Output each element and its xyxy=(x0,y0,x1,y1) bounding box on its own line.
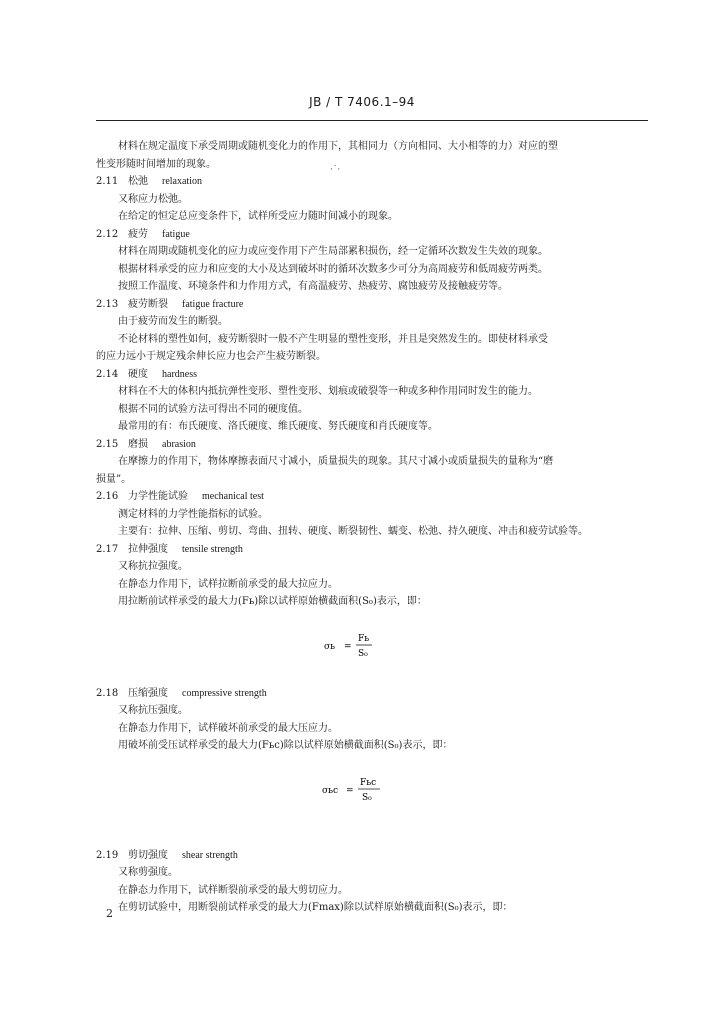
definition-line: 的应力远小于规定残余伸长应力也会产生疲劳断裂。 xyxy=(96,351,326,362)
formula-denominator: S₀ xyxy=(358,648,368,659)
page-header: JB / T 7406.1–94 xyxy=(309,95,415,109)
definition-line: 又称剪强度。 xyxy=(118,867,178,878)
definition-line: 又称应力松弛。 xyxy=(118,193,188,205)
spacer xyxy=(96,829,632,847)
definition-line: 在静态力作用下，试样断裂前承受的最大剪切应力。 xyxy=(118,884,348,896)
term-number: 2.15 xyxy=(96,438,119,450)
definition-line: 由于疲劳而发生的断裂。 xyxy=(118,316,228,327)
definition-line: 损量”。 xyxy=(96,473,132,485)
page-number: 2 xyxy=(106,907,113,920)
formula-compressive xyxy=(96,771,632,807)
term-zh: 力学性能试验 xyxy=(128,491,188,502)
term-2-17 xyxy=(96,541,632,559)
definition-line: 测定材料的力学性能指标的试验。 xyxy=(118,508,268,520)
term-zh: 疲劳 xyxy=(128,228,148,240)
term-en: fatigue xyxy=(162,228,190,240)
formula-tensile xyxy=(96,627,632,663)
definition-line: 主要有：拉伸、压缩、剪切、弯曲、扭转、硬度、断裂韧性、蠕变、松弛、持久硬度、冲击和疲劳试验等。 xyxy=(118,526,588,537)
term-zh: 磨损 xyxy=(128,438,148,450)
formula-lhs: σь xyxy=(324,641,336,652)
definition-line: 用破坏前受压试样承受的最大力(Fьc)除以试样原始横截面积(S₀)表示，即： xyxy=(118,740,453,751)
term-zh: 松弛 xyxy=(128,176,148,187)
term-en: tensile strength xyxy=(182,543,243,555)
definition-line: 用拉断前试样承受的最大力(Fь)除以试样原始横截面积(S₀)表示，即： xyxy=(118,596,427,607)
term-2-12 xyxy=(96,226,632,244)
formula-equals: = xyxy=(344,641,352,652)
definition-line: 在静态力作用下，试样破坏前承受的最大压应力。 xyxy=(118,722,338,734)
term-number: 2.18 xyxy=(96,687,119,699)
formula-lhs: σьc xyxy=(322,785,339,796)
formula-numerator: Fь xyxy=(358,633,370,644)
creep-definition-line1: 材料在规定温度下承受周期或随机变化力的作用下，其相同力（方向相同、大小相等的力）对应的塑 xyxy=(118,141,558,152)
term-2-16 xyxy=(96,488,632,506)
definition-line: 材料在不大的体积内抵抗弹性变形、塑性变形、划痕或破裂等一种或多种作用同时发生的能力。 xyxy=(118,386,538,397)
formula-compressive-svg xyxy=(322,771,406,807)
term-zh: 疲劳断裂 xyxy=(128,298,168,310)
term-2-15 xyxy=(96,436,632,454)
definition-line: 在摩擦力的作用下，物体摩擦表面尺寸减小，质量损失的现象。其尺寸减小或质量损失的量称为“磨 xyxy=(118,456,554,467)
term-en: fatigue fracture xyxy=(182,298,244,310)
definition-line: 又称抗拉强度。 xyxy=(118,561,188,572)
term-en: relaxation xyxy=(162,176,202,187)
scan-speck: ·˙· xyxy=(330,165,341,175)
term-2-14 xyxy=(96,366,632,384)
definition-line: 又称抗压强度。 xyxy=(118,705,188,716)
definition-line: 最常用的有：布氏硬度、洛氏硬度、维氏硬度、努氏硬度和肖氏硬度等。 xyxy=(118,421,438,432)
term-en: mechanical test xyxy=(202,491,264,502)
definition-line: 不论材料的塑性如何，疲劳断裂时一般不产生明显的塑性变形，并且是突然发生的。即使材料承受 xyxy=(118,333,548,345)
term-en: hardness xyxy=(162,368,197,380)
definition-line: 材料在周期或随机变化的应力或应变作用下产生局部累积损伤，经一定循环次数发生失效的现象。 xyxy=(118,246,548,257)
definition-line: 在静态力作用下，试样拉断前承受的最大拉应力。 xyxy=(118,578,338,590)
definition-line: 根据材料承受的应力和应变的大小及达到破坏时的循环次数多少可分为高周疲劳和低周疲劳两类。 xyxy=(118,263,548,275)
term-number: 2.16 xyxy=(96,491,119,502)
term-number: 2.19 xyxy=(96,849,119,861)
creep-definition-line2: 性变形随时间增加的现象。 xyxy=(96,158,216,170)
term-en: shear strength xyxy=(182,849,238,861)
definition-line: 根据不同的试验方法可得出不同的硬度值。 xyxy=(118,403,308,415)
term-2-19 xyxy=(96,847,632,865)
term-en: abrasion xyxy=(162,438,196,450)
formula-denominator: S₀ xyxy=(362,792,372,803)
formula-equals: = xyxy=(346,785,354,796)
term-2-18 xyxy=(96,685,632,703)
formula-numerator: Fьc xyxy=(360,777,377,788)
term-number: 2.14 xyxy=(96,368,119,380)
term-zh: 硬度 xyxy=(128,368,148,380)
term-zh: 剪切强度 xyxy=(128,849,168,861)
definition-line: 在给定的恒定总应变条件下，试样所受应力随时间减小的现象。 xyxy=(118,211,398,222)
definition-line: 在剪切试验中，用断裂前试样承受的最大力(Fmax)除以试样原始横截面积(S₀)表示，即： xyxy=(118,902,513,913)
term-2-11 xyxy=(96,173,632,191)
header-rule xyxy=(96,120,648,121)
formula-tensile-svg xyxy=(324,627,404,663)
term-zh: 压缩强度 xyxy=(128,687,168,699)
term-2-13 xyxy=(96,296,632,314)
term-en: compressive strength xyxy=(182,687,267,699)
term-number: 2.13 xyxy=(96,298,119,310)
term-number: 2.11 xyxy=(96,176,119,187)
term-zh: 拉伸强度 xyxy=(128,543,168,555)
document-body xyxy=(96,138,632,917)
term-number: 2.12 xyxy=(96,228,119,240)
definition-line: 按照工作温度、环境条件和力作用方式，有高温疲劳、热疲劳、腐蚀疲劳及接触疲劳等。 xyxy=(118,281,508,292)
term-number: 2.17 xyxy=(96,543,119,555)
